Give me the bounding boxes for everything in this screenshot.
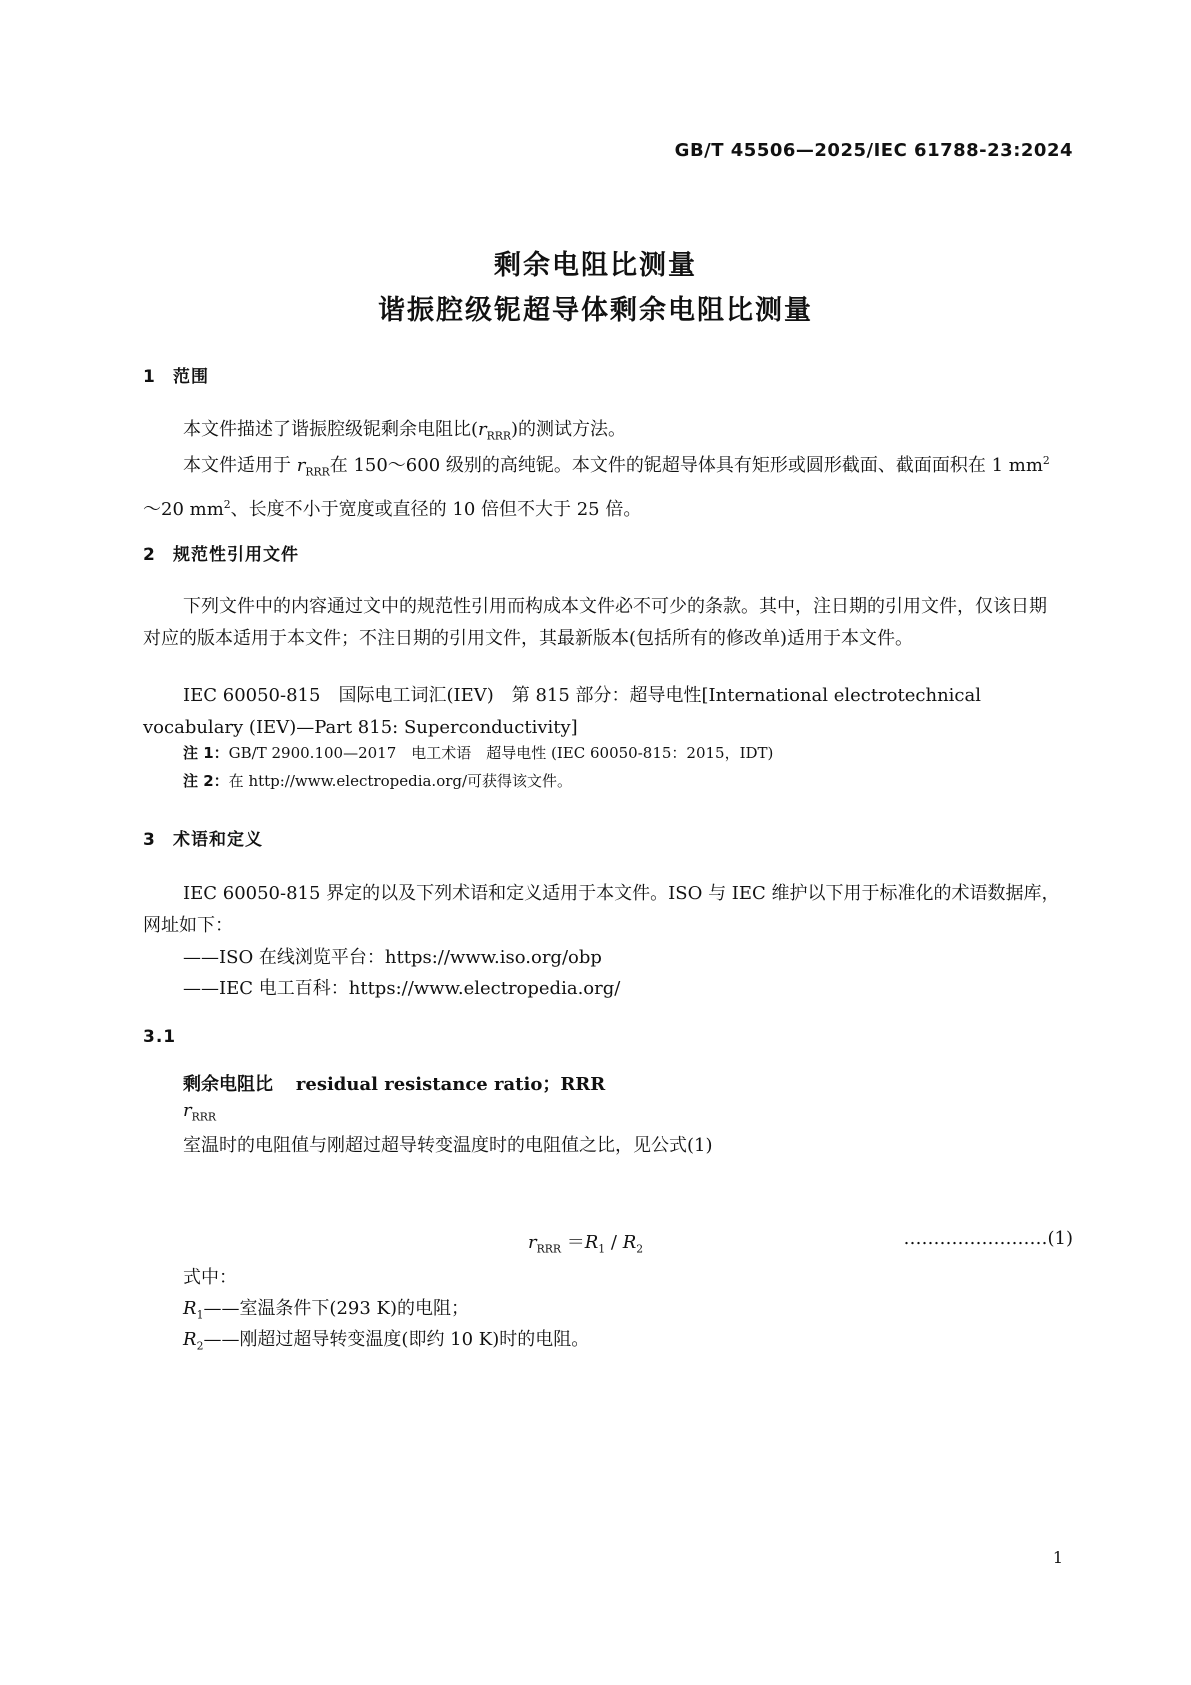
section-2-heading xyxy=(143,540,299,565)
section-number: 1 xyxy=(143,367,156,387)
title-line-2: 谐振腔级铌超导体剩余电阻比测量 xyxy=(378,295,813,326)
document-number: GB/T 45506—2025/IEC 61788-23:2024 xyxy=(674,140,1073,161)
term-symbol: $r_{RRR}$ xyxy=(183,1100,216,1124)
variable-definition-r2: $R_2——$刚超过超导转变温度(即约 10 K)时的电阻。 xyxy=(183,1329,590,1353)
section-1-heading xyxy=(143,362,209,387)
section-1-paragraph-1: 本文件描述了谐振腔级铌剩余电阻比$(r_{RRR})$的测试方法。 xyxy=(183,419,627,443)
note-2: 注 2：在 http://www.electropedia.org/可获得该文件。 xyxy=(183,772,573,790)
section-3-heading xyxy=(143,825,263,850)
section-3-paragraph: IEC 60050-815 界定的以及下列术语和定义适用于本文件。ISO 与 IEC 维护以下用于标准化的术语数据库，网址如下： xyxy=(143,883,1060,936)
section-title: 范围 xyxy=(173,367,209,387)
normative-reference: IEC 60050-815 国际电工词汇(IEV) 第 815 部分：超导电性[International electrotechnical vocabulary (IEV)—Part 815: Superconductivity] xyxy=(143,685,982,738)
equation-number: ……………………(1) xyxy=(903,1228,1073,1249)
section-title: 术语和定义 xyxy=(173,830,263,850)
subsection-number: 3.1 xyxy=(143,1027,177,1047)
formula: $r_{RRR} =R_1 / R_2$ xyxy=(528,1232,644,1256)
list-item-iso: ——ISO 在线浏览平台：https://www.iso.org/obp xyxy=(183,947,602,968)
term-english: residual resistance ratio；RRR xyxy=(295,1074,606,1095)
note-1: 注 1：GB/T 2900.100—2017 电工术语 超导电性 (IEC 60050-815：2015，IDT) xyxy=(183,744,774,762)
term-chinese: 剩余电阻比 xyxy=(183,1074,273,1095)
section-number: 3 xyxy=(143,830,156,850)
section-title: 规范性引用文件 xyxy=(173,545,299,565)
section-2-paragraph: 下列文件中的内容通过文中的规范性引用而构成本文件必不可少的条款。其中，注日期的引用文件，仅该日期对应的版本适用于本文件；不注日期的引用文件，其最新版本(包括所有的修改单)适用于本文件。 xyxy=(143,596,1047,649)
where-label: 式中： xyxy=(183,1267,237,1288)
list-item-iec: ——IEC 电工百科：https://www.electropedia.org/ xyxy=(183,978,621,999)
title-line-1: 剩余电阻比测量 xyxy=(494,250,697,281)
section-1-paragraph-2: 本文件适用于 $r_{RRR}$在 150～600 级别的高纯铌。本文件的铌超导体具有矩形或圆形截面、截面面积在 1 $mm^2\sim 20$ $mm^2$、长度不小于宽度或直径的 10 倍但不大于 25 倍。 xyxy=(143,454,1050,520)
variable-definition-r1: $R_1——$室温条件下(293 K)的电阻； xyxy=(183,1298,470,1322)
term-definition: 室温时的电阻值与刚超过超导转变温度时的电阻值之比，见公式(1) xyxy=(183,1135,713,1156)
term-entry xyxy=(183,1070,605,1096)
page-number: 1 xyxy=(1052,1548,1063,1567)
section-number: 2 xyxy=(143,545,156,565)
